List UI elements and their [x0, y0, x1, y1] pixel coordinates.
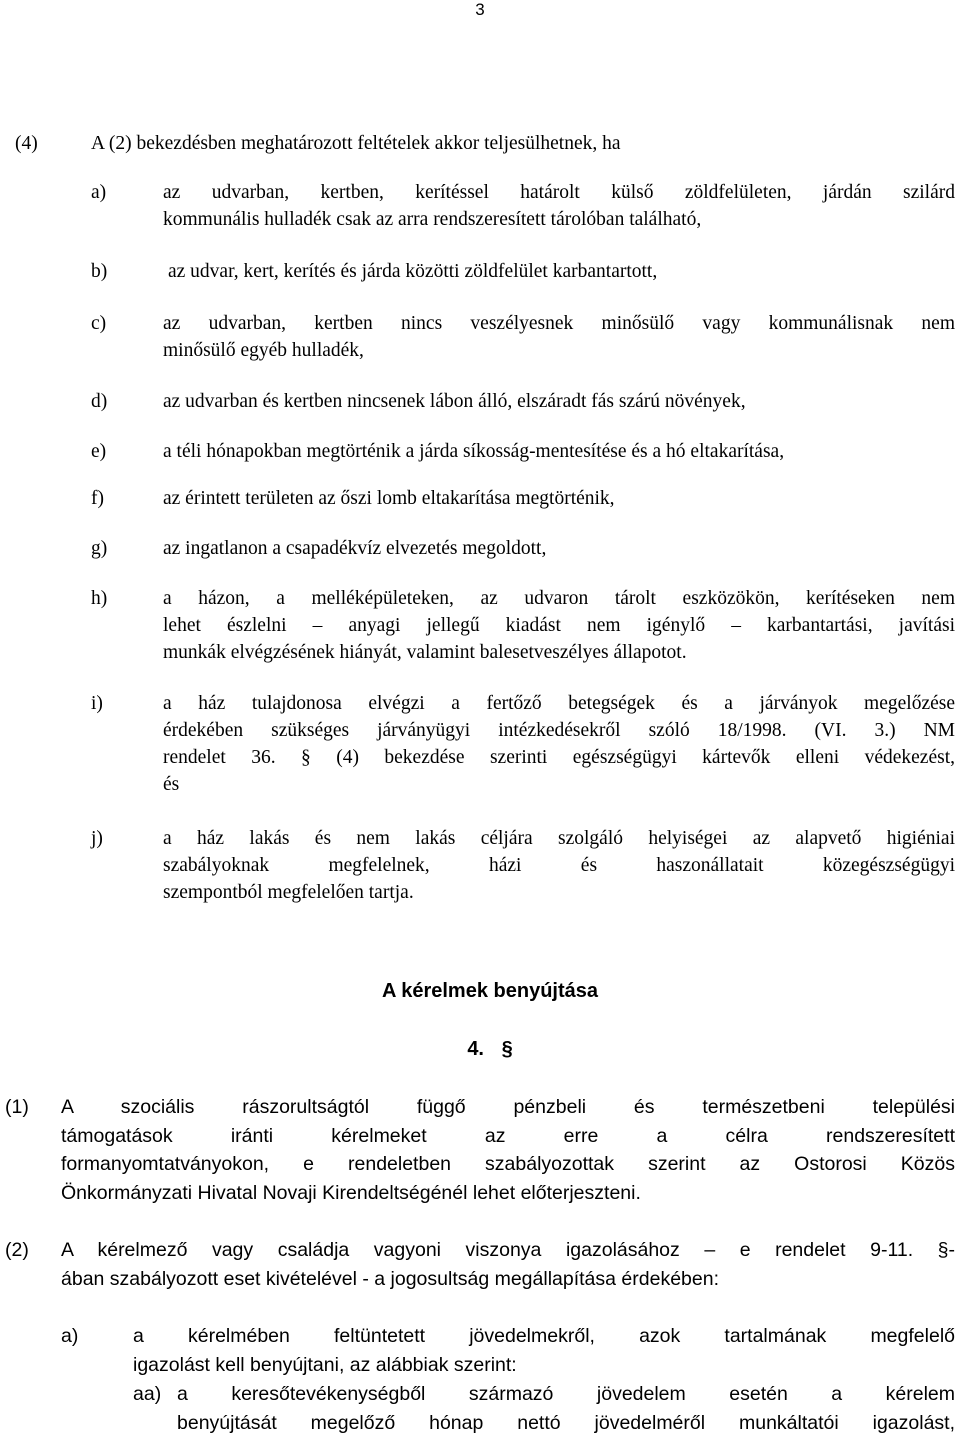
item-i-line: rendelet 36. § (4) bekezdése szerinti egészségügyi kártevők elleni védekezést, — [163, 747, 955, 768]
item-g-label: g) — [91, 538, 108, 559]
sub-aa-label: aa) — [133, 1383, 162, 1405]
item-i-text — [163, 690, 955, 798]
sub-a-line: igazolást kell benyújtani, az alábbiak szerint: — [133, 1353, 517, 1376]
item-g-line: az ingatlanon a csapadékvíz elvezetés megoldott, — [163, 538, 547, 559]
item-h-label: h) — [91, 588, 108, 609]
item-j-line: a ház lakás és nem lakás céljára szolgáló helyiségei az alapvető higiéniai — [163, 828, 955, 849]
item-i-line: a ház tulajdonosa elvégzi a fertőző betegségek és a járványok megelőzése — [163, 693, 955, 714]
item-c-line: az udvarban, kertben nincs veszélyesnek minősülő vagy kommunálisnak nem — [163, 313, 955, 334]
item-b-label: b) — [91, 261, 108, 282]
item-d-line: az udvarban és kertben nincsenek lábon álló, elszáradt fás szárú növények, — [163, 391, 746, 412]
item-j-line: szabályoknak megfelelnek, házi és haszonállatait közegészségügyi — [163, 855, 955, 876]
item-a-label: a) — [91, 182, 107, 203]
para1-line: A szociális rászorultságtól függő pénzbeli és természetbeni települési — [61, 1096, 955, 1118]
para2-number: (2) — [5, 1239, 29, 1261]
item-h-text — [163, 585, 955, 666]
item-a-text — [163, 179, 955, 233]
para1-line: formanyomtatványokon, e rendeletben szabályozottak szerint az Ostorosi Közös — [61, 1153, 955, 1175]
section4-number: (4) — [15, 133, 38, 154]
para1-line: Önkormányzati Hivatal Novaji Kirendeltségénél lehet előterjeszteni. — [61, 1181, 641, 1204]
sub-aa-text — [177, 1380, 955, 1437]
para1-line: támogatások iránti kérelmeket az erre a célra rendszeresített — [61, 1124, 955, 1147]
item-i-line: és — [163, 774, 180, 795]
item-i-line: érdekében szükséges járványügyi intézkedésekről szóló 18/1998. (VI. 3.) NM — [163, 720, 955, 741]
item-c-line: minősülő egyéb hulladék, — [163, 340, 364, 361]
sub-a-text — [133, 1322, 955, 1379]
sub-a-line: a kérelmében feltüntetett jövedelmekről, azok tartalmának megfelelő — [133, 1325, 955, 1347]
sub-aa-line: benyújtását megelőző hónap nettó jövedelméről munkáltatói igazolást, — [177, 1411, 955, 1434]
section-sign: § — [501, 1038, 513, 1060]
section-heading: A kérelmek benyújtása — [381, 980, 599, 1002]
item-a-line: az udvarban, kertben, kerítéssel határolt külső zöldfelületen, járdán szilárd — [163, 182, 955, 203]
item-h-line: a házon, a melléképületeken, az udvaron tárolt eszközökön, kerítéseken nem — [163, 588, 955, 609]
item-j-line: szempontból megfelelően tartja. — [163, 882, 414, 903]
para1-number: (1) — [5, 1096, 29, 1118]
item-c-text — [163, 310, 955, 364]
item-j-text — [163, 825, 955, 906]
item-j-label: j) — [91, 828, 103, 849]
item-e-label: e) — [91, 441, 107, 462]
page-number: 3 — [475, 0, 485, 19]
item-f-label: f) — [91, 488, 104, 509]
para2-line: A kérelmező vagy családja vagyoni viszonya igazolásához – e rendelet 9-11. §- — [61, 1239, 955, 1261]
section4-intro: A (2) bekezdésben meghatározott feltételek akkor teljesülhetnek, ha — [91, 133, 621, 154]
item-f-line: az érintett területen az őszi lomb eltakarítása megtörténik, — [163, 488, 615, 509]
item-e-line: a téli hónapokban megtörténik a járda síkosság-mentesítése és a hó eltakarítása, — [163, 441, 785, 462]
para2-text — [61, 1236, 955, 1293]
item-i-label: i) — [91, 693, 103, 714]
item-d-label: d) — [91, 391, 108, 412]
item-h-line: munkák elvégzésének hiányát, valamint balesetveszélyes állapotot. — [163, 642, 687, 663]
item-c-label: c) — [91, 313, 107, 334]
item-h-line: lehet észlelni – anyagi jellegű kiadást nem igénylő – karbantartási, javítási — [163, 615, 955, 636]
section-number — [0, 1038, 960, 1061]
item-a-line: kommunális hulladék csak az arra rendszeresített tárolóban található, — [163, 209, 702, 230]
sub-aa-line: a keresőtevékenységből származó jövedelem esetén a kérelem — [177, 1383, 955, 1405]
para1-text — [61, 1093, 955, 1207]
section-number-text: 4. — [467, 1038, 484, 1060]
item-b-line: az udvar, kert, kerítés és járda közötti zöldfelület karbantartott, — [168, 261, 658, 282]
sub-a-label: a) — [61, 1325, 79, 1347]
para2-line: ában szabályozott eset kivételével - a jogosultság megállapítása érdekében: — [61, 1267, 719, 1290]
